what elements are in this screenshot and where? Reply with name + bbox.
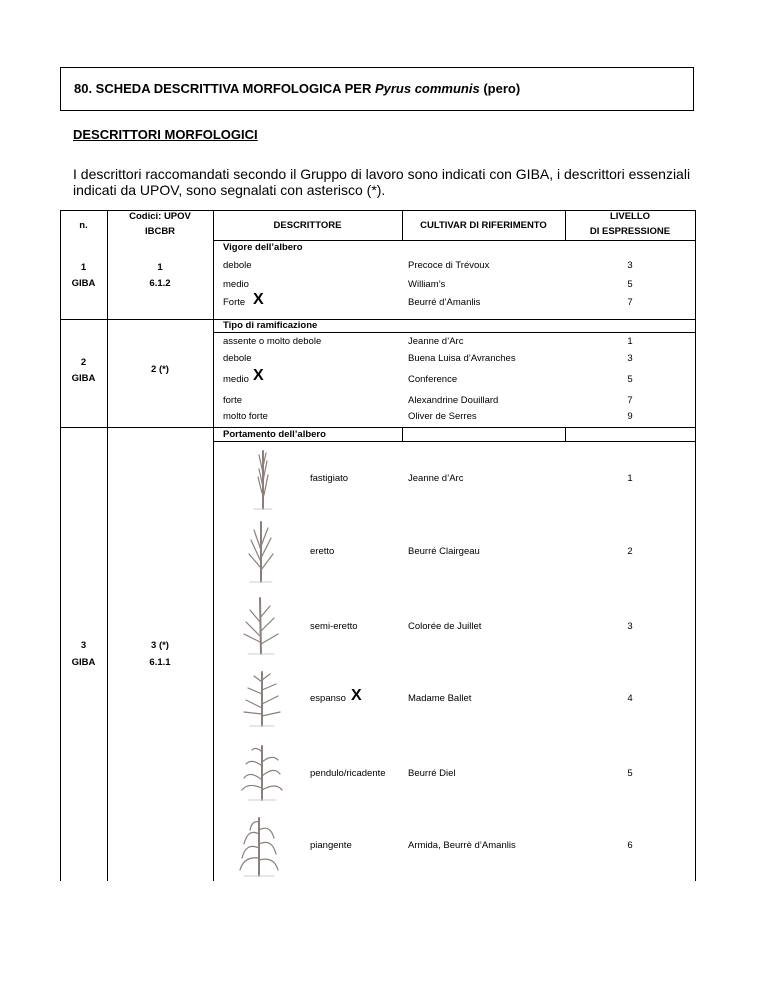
expression-level: 2	[627, 546, 633, 557]
upov-code: 3 (*)	[151, 640, 169, 651]
group-heading: Tipo di ramificazione	[223, 320, 318, 331]
reference-cultivar: Buena Luisa d’Avranches	[408, 353, 516, 364]
header-n: n.	[79, 220, 88, 231]
spreading-tree-icon	[242, 664, 282, 728]
descriptor-state: semi-eretto	[310, 621, 358, 632]
expression-level: 3	[627, 353, 633, 364]
group-code: GIBA	[71, 657, 96, 668]
intro-paragraph: I descrittori raccomandati secondo il Gruppo di lavoro sono indicati con GIBA, i descrittori essenziali indicati da UPOV, sono segnalati con asterisco (*).	[73, 166, 691, 198]
descriptor-state: forte	[223, 395, 243, 406]
header-codes-upov: Codici: UPOV	[129, 211, 191, 222]
expression-level: 5	[627, 279, 633, 290]
descriptor-state: eretto	[310, 546, 335, 557]
document-title: 80. SCHEDA DESCRITTIVA MORFOLOGICA PER Pyrus communis (pero)	[74, 81, 521, 96]
expression-level: 6	[627, 840, 633, 851]
ibcbr-code: 6.1.2	[149, 278, 171, 289]
descriptor-state: debole	[223, 353, 252, 364]
expression-level: 9	[627, 411, 633, 422]
group-number: 1	[80, 262, 87, 273]
reference-cultivar: Precoce di Trévoux	[408, 260, 490, 271]
upright-tree-icon	[242, 518, 280, 584]
expression-level: 7	[627, 395, 633, 406]
descriptor-state: espanso	[310, 693, 346, 704]
drooping-tree-icon	[240, 740, 284, 802]
reference-cultivar: Colorée de Juillet	[408, 621, 482, 632]
reference-cultivar: Alexandrine Douillard	[408, 395, 499, 406]
reference-cultivar: Conference	[408, 374, 458, 385]
selected-mark: X	[253, 367, 264, 384]
weeping-tree-icon	[236, 814, 282, 878]
group-code: GIBA	[71, 373, 96, 384]
descriptor-state: pendulo/ricadente	[310, 768, 386, 779]
expression-level: 4	[627, 693, 633, 704]
group-code: GIBA	[71, 278, 96, 289]
expression-level: 5	[627, 374, 633, 385]
descriptor-state: piangente	[310, 840, 352, 851]
header-descrittore: DESCRITTORE	[273, 220, 342, 231]
reference-cultivar: William’s	[408, 279, 446, 290]
descriptor-state: fastigiato	[310, 473, 349, 484]
ibcbr-code: 6.1.1	[149, 657, 171, 668]
group-number: 3	[80, 640, 87, 651]
descriptor-state: molto forte	[223, 411, 268, 422]
header-cultivar: CULTIVAR DI RIFERIMENTO	[420, 220, 547, 231]
expression-level: 1	[627, 473, 633, 484]
group-heading: Vigore dell’albero	[223, 242, 303, 253]
reference-cultivar: Madame Ballet	[408, 693, 472, 704]
expression-level: 3	[627, 621, 633, 632]
header-codes-ibcbr: IBCBR	[144, 226, 176, 237]
fastigiate-tree-icon	[246, 447, 280, 511]
reference-cultivar: Jeanne d’Arc	[408, 473, 464, 484]
reference-cultivar: Beurré Clairgeau	[408, 546, 480, 557]
group-heading: Portamento dell’albero	[223, 429, 326, 440]
descriptor-state: debole	[223, 260, 252, 271]
expression-level: 1	[627, 336, 633, 347]
reference-cultivar: Beurré d’Amanlis	[408, 297, 481, 308]
header-espressione: DI ESPRESSIONE	[589, 226, 671, 237]
reference-cultivar: Beurré Diel	[408, 768, 456, 779]
reference-cultivar: Jeanne d’Arc	[408, 336, 464, 347]
expression-level: 5	[627, 768, 633, 779]
upov-code: 1	[157, 262, 163, 273]
expression-level: 7	[627, 297, 633, 308]
selected-mark: X	[351, 687, 362, 704]
reference-cultivar: Armida, Beurrè d’Amanlis	[408, 840, 516, 851]
descriptor-state: medio	[223, 374, 249, 385]
reference-cultivar: Oliver de Serres	[408, 411, 477, 422]
descriptor-state: Forte	[223, 297, 246, 308]
descriptor-state: assente o molto debole	[223, 336, 322, 347]
group-number: 2	[80, 357, 87, 368]
descriptor-state: medio	[223, 279, 249, 290]
section-heading: DESCRITTORI MORFOLOGICI	[73, 127, 258, 142]
semi-upright-tree-icon	[240, 594, 282, 656]
header-livello: LIVELLO	[609, 211, 651, 222]
upov-code: 2 (*)	[151, 364, 169, 375]
selected-mark: X	[253, 291, 264, 308]
expression-level: 3	[627, 260, 633, 271]
